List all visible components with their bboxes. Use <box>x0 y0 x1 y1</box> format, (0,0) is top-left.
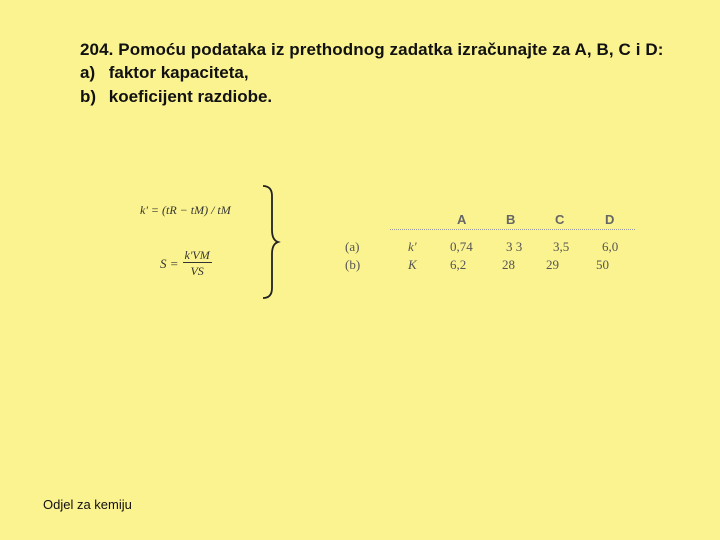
row-a-label: (a) <box>345 239 360 254</box>
row-b-label: (b) <box>345 257 361 272</box>
fraction-numerator: k'VM <box>184 248 210 262</box>
capacity-factor-formula: k' = (tR − tM) / tM <box>140 203 231 217</box>
row-b-value-a: 6,2 <box>450 257 467 272</box>
item-a-text: faktor kapaciteta, <box>108 63 249 82</box>
row-b-value-d: 50 <box>596 257 609 272</box>
question-title: 204. Pomoću podataka iz prethodnog zadatka izračunajte za A, B, C i D: <box>80 40 664 59</box>
table-header-a: A <box>457 212 467 227</box>
row-a-value-a: 0,74 <box>450 239 473 254</box>
footer-department: Odjel za kemiju <box>43 497 132 512</box>
row-a-symbol: k' <box>408 239 417 254</box>
table-header-d: D <box>605 212 615 227</box>
table-header-c: C <box>555 212 565 227</box>
row-b-value-b: 28 <box>502 257 515 272</box>
table-header-b: B <box>506 212 516 227</box>
item-b-text: koeficijent razdiobe. <box>108 87 273 106</box>
row-a-value-d: 6,0 <box>602 239 619 254</box>
row-a-value-c: 3,5 <box>553 239 570 254</box>
item-b-label: b) <box>80 87 97 106</box>
table-rule <box>390 229 635 230</box>
row-b-value-c: 29 <box>546 257 559 272</box>
row-a-value-b: 3 3 <box>506 239 523 254</box>
fraction-denominator: VS <box>190 264 204 278</box>
row-b-symbol: K <box>408 257 417 272</box>
distribution-lhs: S = <box>160 255 179 271</box>
item-a-label: a) <box>80 63 96 82</box>
